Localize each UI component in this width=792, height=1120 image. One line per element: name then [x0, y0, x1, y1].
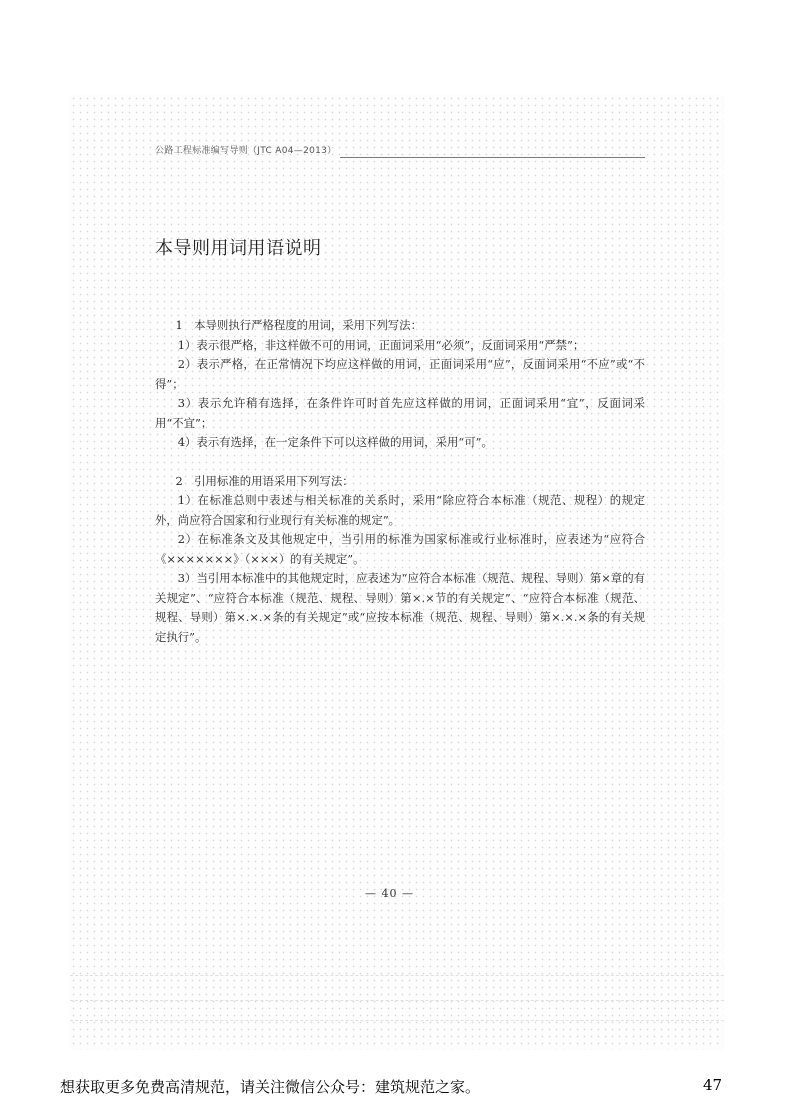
scan-rule	[70, 1020, 724, 1021]
clause-2-heading: 2 引用标准的用语采用下列写法：	[175, 473, 354, 488]
clause-1-item-3: 3）表示允许稍有选择，在条件许可时首先应这样做的用词，正面词采用“宜”，反面词采用“不宜”；	[155, 396, 645, 430]
running-header: 公路工程标准编写导则（JTC A04—2013）	[155, 146, 337, 156]
clause-2-item-3: 3）当引用本标准中的其他规定时，应表述为“应符合本标准（规范、规程、导则）第×章的有关规定”、“应符合本标准（规范、规程、导则）第×.×节的有关规定”、“应符合本标准（规范、规程、导则）第×.×.×条的有关规定”或“应按本标准（规范、规程、导则）第×.×.×条的有关规定执行”。	[155, 571, 645, 644]
clause-1-item-4: 4）表示有选择，在一定条件下可以这样做的用词，采用“可”。	[177, 435, 493, 449]
page-number: — 40 —	[365, 887, 414, 900]
section-title: 本导则用词用语说明	[155, 238, 322, 259]
header-rule	[340, 157, 645, 158]
body-text	[155, 316, 645, 647]
clause-1-item-2: 2）表示严格，在正常情况下均应这样做的用词，正面词采用“应”，反面词采用“不应”或“不得”；	[155, 357, 645, 391]
clause-1-item-1: 1）表示很严格，非这样做不可的用词，正面词采用“必须”，反面词采用“严禁”；	[177, 337, 585, 352]
clause-2-item-1: 1）在标准总则中表述与相关标准的关系时，采用“除应符合本标准（规范、规程）的规定外，尚应符合国家和行业现行有关标准的规定”。	[155, 493, 645, 527]
footer-notice: 想获取更多免费高清规范，请关注微信公众号：建筑规范之家。	[60, 1078, 481, 1096]
clause-1-heading: 1 本导则执行严格程度的用词，采用下列写法：	[175, 318, 422, 332]
footer-page-number: 47	[703, 1076, 723, 1094]
paragraph-gap	[155, 453, 645, 472]
clause-2-item-2: 2）在标准条文及其他规定中，当引用的标准为国家标准或行业标准时，应表述为“应符合《×××××××》（×××）的有关规定”。	[155, 532, 645, 566]
scan-rule	[70, 975, 724, 976]
scan-rule	[70, 1000, 724, 1001]
